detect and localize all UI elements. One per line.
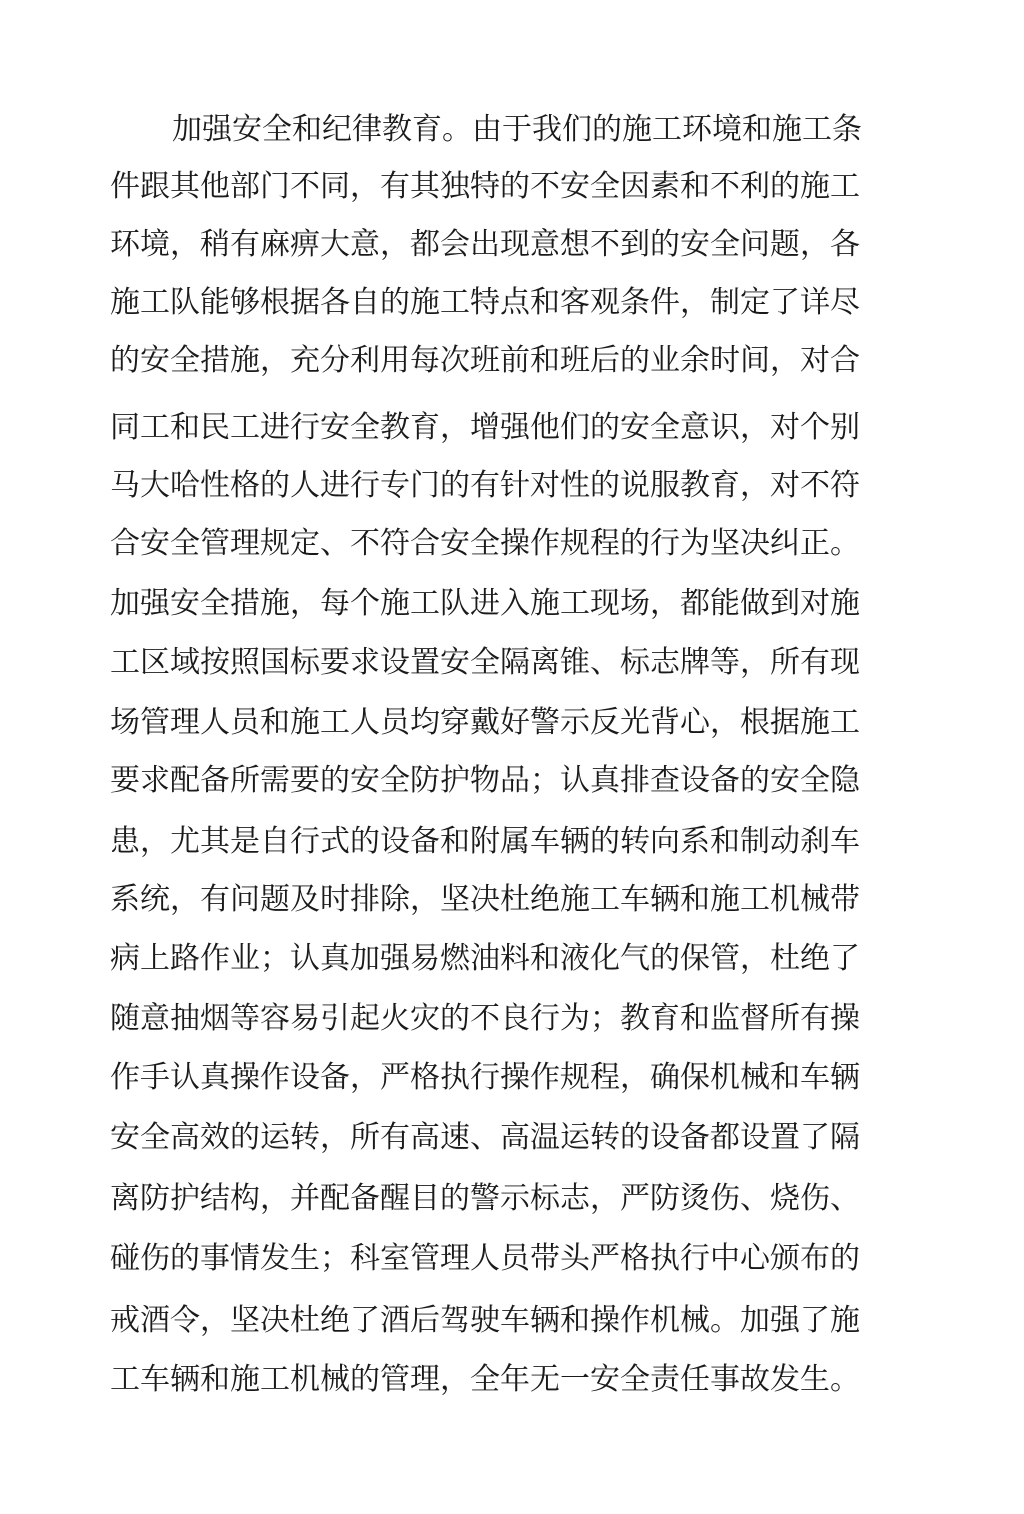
text-line-9: 加强安全措施，每个施工队进入施工现场，都能做到对施 — [110, 586, 860, 621]
text-line-21: 戒酒令，坚决杜绝了酒后驾驶车辆和操作机械。加强了施 — [110, 1303, 860, 1338]
text-line-7: 马大哈性格的人进行专门的有针对性的说服教育，对不符 — [110, 468, 860, 503]
text-line-2: 件跟其他部门不同，有其独特的不安全因素和不利的施工 — [110, 169, 860, 204]
text-line-4: 施工队能够根据各自的施工特点和客观条件，制定了详尽 — [110, 285, 860, 320]
text-line-10: 工区域按照国标要求设置安全隔离锥、标志牌等，所有现 — [110, 645, 860, 680]
text-line-11: 场管理人员和施工人员均穿戴好警示反光背心，根据施工 — [110, 705, 860, 740]
text-line-18: 安全高效的运转，所有高速、高温运转的设备都设置了隔 — [110, 1120, 860, 1155]
text-line-14: 系统，有问题及时排除，坚决杜绝施工车辆和施工机械带 — [110, 882, 860, 917]
text-line-16: 随意抽烟等容易引起火灾的不良行为；教育和监督所有操 — [110, 1001, 860, 1036]
text-line-3: 环境，稍有麻痹大意，都会出现意想不到的安全问题，各 — [110, 227, 860, 262]
text-line-1: 加强安全和纪律教育。由于我们的施工环境和施工条 — [172, 112, 862, 147]
text-line-12: 要求配备所需要的安全防护物品；认真排查设备的安全隐 — [110, 763, 860, 798]
text-line-6: 同工和民工进行安全教育，增强他们的安全意识，对个别 — [110, 410, 860, 445]
text-line-22: 工车辆和施工机械的管理，全年无一安全责任事故发生。 — [110, 1362, 860, 1397]
text-line-17: 作手认真操作设备，严格执行操作规程，确保机械和车辆 — [110, 1060, 860, 1095]
text-line-13: 患，尤其是自行式的设备和附属车辆的转向系和制动刹车 — [110, 824, 860, 859]
text-line-8: 合安全管理规定、不符合安全操作规程的行为坚决纠正。 — [110, 526, 860, 561]
text-line-19: 离防护结构，并配备醒目的警示标志，严防烫伤、烧伤、 — [110, 1181, 860, 1216]
text-line-20: 碰伤的事情发生；科室管理人员带头严格执行中心颁布的 — [110, 1241, 860, 1276]
text-line-15: 病上路作业；认真加强易燃油料和液化气的保管，杜绝了 — [110, 941, 860, 976]
text-line-5: 的安全措施，充分利用每次班前和班后的业余时间，对合 — [110, 343, 860, 378]
